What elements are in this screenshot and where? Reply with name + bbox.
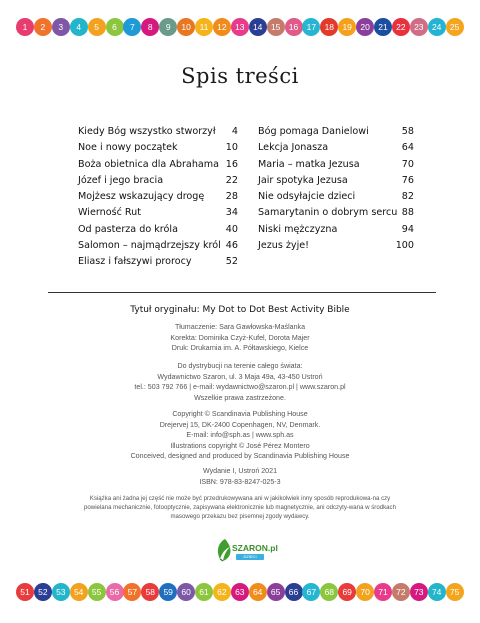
number-dot: 64 (249, 583, 267, 601)
toc-entry-title: Od pasterza do króla (78, 223, 178, 235)
number-dot: 57 (123, 583, 141, 601)
toc-entry-title: Samarytanin o dobrym sercu (258, 207, 398, 219)
original-title: Tytuł oryginału: My Dot to Dot Best Activity Bible (130, 305, 350, 315)
distribution-line: Wydawnictwo Szaron, ul. 3 Maja 49a, 43-450 Ustroń (157, 372, 323, 381)
toc-entry (258, 140, 414, 156)
number-dot: 5 (88, 18, 106, 36)
number-dot: 4 (70, 18, 88, 36)
credit-line: Tłumaczenie: Sara Gawłowska-Maślanka (174, 323, 306, 331)
number-dot: 7 (123, 18, 141, 36)
number-dot: 8 (141, 18, 159, 36)
toc-entry-title: Józef i jego bracia (78, 174, 164, 186)
number-dot: 66 (285, 583, 303, 601)
toc-entry-page: 94 (401, 223, 414, 235)
number-dot: 52 (34, 583, 52, 601)
number-dot: 70 (356, 583, 374, 601)
number-dot: 72 (392, 583, 410, 601)
toc-entry-page: 76 (401, 174, 414, 186)
toc-entry-title: Eliasz i fałszywi prorocy (78, 256, 192, 268)
edition-block (0, 466, 480, 487)
number-dot: 61 (195, 583, 213, 601)
number-dot: 11 (195, 18, 213, 36)
toc-entry-page: 46 (225, 240, 238, 252)
distribution-block (0, 361, 480, 403)
toc-left-column (78, 124, 238, 271)
number-dot: 3 (52, 18, 70, 36)
toc-entry (258, 124, 414, 140)
toc-entry (258, 173, 414, 189)
number-dot: 1 (16, 18, 34, 36)
number-dot: 17 (302, 18, 320, 36)
toc-entry-page: 4 (231, 126, 238, 137)
number-dot: 16 (285, 18, 303, 36)
credit-line: Druk: Drukarnia im. A. Półtawskiego, Kielce (171, 344, 309, 353)
logo-brand: SZARON.pl (232, 543, 278, 553)
number-dot: 63 (231, 583, 249, 601)
page-title: Spis treści (181, 64, 299, 88)
top-dot-row (0, 18, 480, 44)
toc-entry-title: Noe i nowy początek (78, 142, 178, 154)
toc-entry-page: 70 (401, 158, 414, 170)
number-dot: 14 (249, 18, 267, 36)
number-dot: 13 (231, 18, 249, 36)
toc-entry (258, 222, 414, 238)
toc-entry (78, 189, 238, 205)
number-dot: 10 (177, 18, 195, 36)
toc-entry-page: 64 (401, 142, 414, 154)
toc-entry-title: Boża obietnica dla Abrahama (78, 158, 219, 170)
copyright-line: Copyright © Scandinavia Publishing House (172, 410, 308, 418)
number-dot: 58 (141, 583, 159, 601)
copyright-line: Drejervej 15, DK-2400 Copenhagen, NV, Denmark. (159, 420, 321, 429)
number-dot: 55 (88, 583, 106, 601)
edition-line: Wydanie I, Ustroń 2021 (202, 467, 278, 475)
distribution-line: Wszelkie prawa zastrzeżone. (194, 393, 286, 402)
copyright-line: Conceived, designed and produced by Scandinavia Publishing House (130, 452, 350, 461)
toc-entry-title: Jezus żyje! (258, 240, 310, 252)
number-dot: 73 (410, 583, 428, 601)
toc-entry (258, 205, 414, 221)
toc-entry-page: 40 (225, 223, 238, 235)
number-dot: 6 (106, 18, 124, 36)
publisher-logo (214, 537, 278, 569)
toc-entry (78, 205, 238, 221)
toc-entry-title: Salomon – najmądrzejszy król (78, 240, 221, 252)
legal-notice: Książka ani żadna jej część nie może być przedrukowywana ani w jakikolwiek inny sposób reprodukowa-na czy powielana mechanicznie, fotooptycznie, zapisywana elektronicznie lub magnetycznie, ani odczyty-wana w środkach masowego przekazu bez pisemnej zgody wydawcy. (84, 495, 396, 521)
toc-entry-page: 52 (225, 256, 238, 268)
toc-entry-title: Wierność Rut (78, 207, 141, 219)
toc-entry (78, 254, 238, 270)
toc-entry (78, 124, 238, 140)
number-dot: 62 (213, 583, 231, 601)
number-dot: 21 (374, 18, 392, 36)
number-dot: 15 (267, 18, 285, 36)
number-dot: 71 (374, 583, 392, 601)
toc-entry-title: Nie odsyłajcie dzieci (258, 191, 356, 203)
toc-entry (78, 173, 238, 189)
toc-entry-page: 22 (225, 174, 238, 186)
toc-entry-title: Maria – matka Jezusa (258, 158, 360, 170)
number-dot: 24 (428, 18, 446, 36)
number-dot: 56 (106, 583, 124, 601)
toc-entry-title: Niski mężczyzna (258, 223, 338, 235)
toc-entry-page: 100 (395, 240, 414, 252)
toc-entry-title: Lekcja Jonasza (258, 142, 329, 154)
toc-entry-title: Kiedy Bóg wszystko stworzył (78, 126, 216, 137)
toc-entry-page: 10 (225, 142, 238, 154)
number-dot: 51 (16, 583, 34, 601)
number-dot: 53 (52, 583, 70, 601)
distribution-line: tel.: 503 792 766 | e-mail: wydawnictwo@szaron.pl | www.szaron.pl (134, 383, 346, 392)
credits-block (0, 322, 480, 354)
toc-entry-page: 34 (225, 207, 238, 219)
number-dot: 68 (320, 583, 338, 601)
copyright-line: Illustrations copyright © José Pérez Montero (170, 441, 310, 450)
number-dot: 67 (302, 583, 320, 601)
distribution-line: Do dystrybucji na terenie całego świata: (177, 362, 303, 370)
number-dot: 75 (446, 583, 464, 601)
number-dot: 54 (70, 583, 88, 601)
copyright-block (0, 409, 480, 462)
toc-entry (258, 157, 414, 173)
number-dot: 22 (392, 18, 410, 36)
credit-line: Korekta: Dominika Czyż-Kufel, Dorota Majer (170, 333, 310, 342)
toc-entry-page: 28 (225, 191, 238, 203)
toc-entry (78, 140, 238, 156)
toc-entry-title: Mojżesz wskazujący drogę (78, 191, 205, 203)
toc-entry-page: 16 (225, 158, 238, 170)
number-dot: 59 (159, 583, 177, 601)
number-dot: 19 (338, 18, 356, 36)
number-dot: 60 (177, 583, 195, 601)
number-dot: 20 (356, 18, 374, 36)
number-dot: 9 (159, 18, 177, 36)
bottom-dot-row (0, 583, 480, 609)
number-dot: 74 (428, 583, 446, 601)
toc-entry-title: Bóg pomaga Danielowi (258, 126, 369, 137)
toc-entry (258, 238, 414, 254)
number-dot: 18 (320, 18, 338, 36)
number-dot: 25 (446, 18, 464, 36)
isbn-line: ISBN: 978-83-8247-025-3 (199, 477, 281, 486)
toc-entry-page: 58 (401, 126, 414, 137)
toc-entry (78, 238, 238, 254)
logo-tagline: DZIECI (236, 554, 264, 560)
number-dot: 2 (34, 18, 52, 36)
toc-entry-title: Jair spotyka Jezusa (258, 174, 348, 186)
toc-entry-page: 82 (401, 191, 414, 203)
toc-entry-page: 88 (401, 207, 414, 219)
number-dot: 23 (410, 18, 428, 36)
toc-entry (258, 189, 414, 205)
toc-entry (78, 222, 238, 238)
copyright-line: E-mail: info@sph.as | www.sph.as (186, 431, 294, 440)
divider (48, 292, 436, 293)
number-dot: 69 (338, 583, 356, 601)
toc-right-column (258, 124, 414, 254)
toc-entry (78, 157, 238, 173)
number-dot: 12 (213, 18, 231, 36)
number-dot: 65 (267, 583, 285, 601)
